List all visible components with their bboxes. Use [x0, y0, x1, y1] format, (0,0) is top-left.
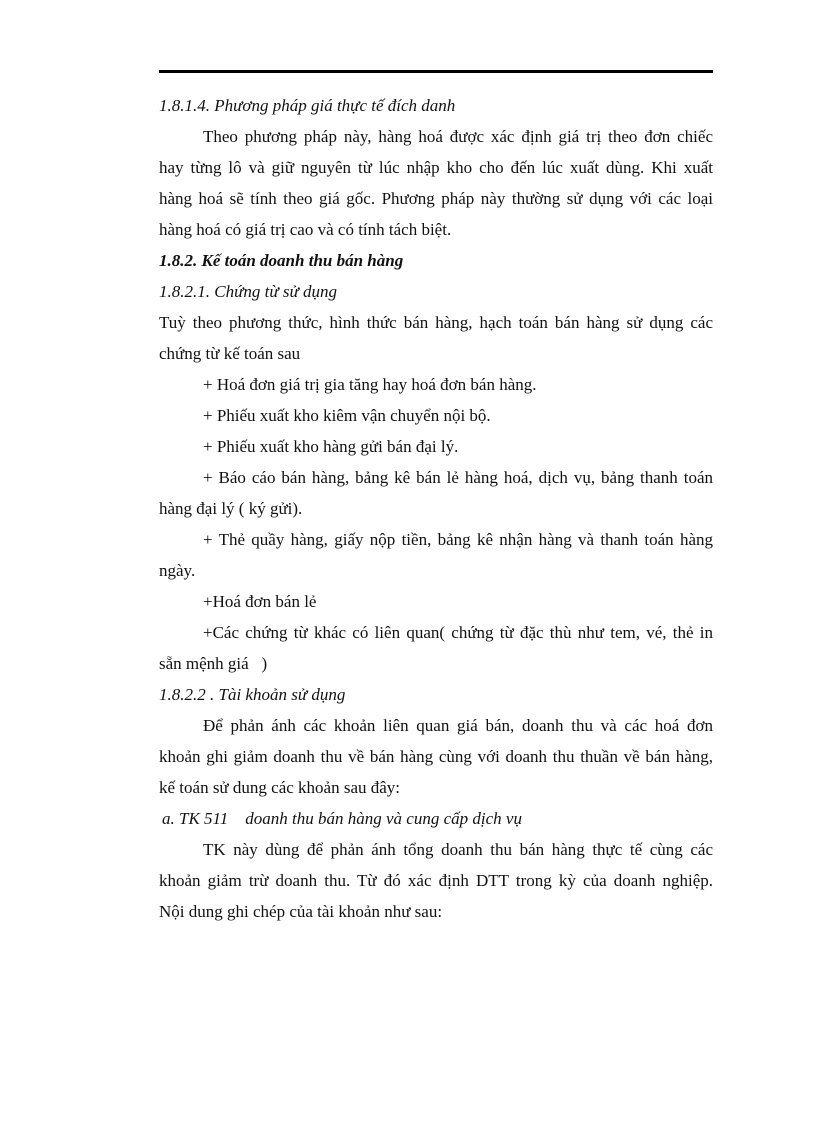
paragraph-line: khoản ghi giảm doanh thu về bán hàng cùng với doanh thu thuần về bán hàng, — [159, 747, 713, 766]
paragraph-line: hay từng lô và giữ nguyên từ lúc nhập kho cho đến lúc xuất dùng. Khi xuất — [159, 158, 713, 177]
paragraph-line: chứng từ kế toán sau — [159, 344, 301, 363]
list-item: + Phiếu xuất kho kiêm vận chuyển nội bộ. — [203, 406, 491, 425]
paragraph-line: Nội dung ghi chép của tài khoản như sau: — [159, 902, 443, 921]
paragraph-line: khoản giảm trừ doanh thu. Từ đó xác định DTT trong kỳ của doanh nghiệp. — [159, 871, 713, 890]
heading-1-8-1-4: 1.8.1.4. Phương pháp giá thực tế đích danh — [159, 96, 456, 115]
paragraph-line: hàng hoá sẽ tính theo giá gốc. Phương pháp này thường sử dụng với các loại — [159, 189, 713, 208]
list-item: + Thẻ quầy hàng, giấy nộp tiền, bảng kê nhận hàng và thanh toán hàng — [203, 530, 713, 549]
paragraph-line: Theo phương pháp này, hàng hoá được xác định giá trị theo đơn chiếc — [203, 127, 713, 146]
paragraph-line: kế toán sử dung các khoản sau đây: — [159, 778, 401, 797]
paragraph-line: Để phản ánh các khoản liên quan giá bán, doanh thu và các hoá đơn — [203, 716, 713, 735]
heading-tk-511: a. TK 511 doanh thu bán hàng và cung cấp dịch vụ — [162, 809, 522, 828]
list-item: + Hoá đơn giá trị gia tăng hay hoá đơn bán hàng. — [203, 375, 537, 394]
list-item-continuation: hàng đại lý ( ký gửi). — [159, 499, 303, 518]
paragraph-line: TK này dùng để phản ánh tổng doanh thu bán hàng thực tế cùng các — [203, 840, 713, 859]
list-item-continuation: ngày. — [159, 561, 196, 580]
list-item: + Phiếu xuất kho hàng gửi bán đại lý. — [203, 437, 459, 456]
list-item: + Báo cáo bán hàng, bảng kê bán lẻ hàng hoá, dịch vụ, bảng thanh toán — [203, 468, 713, 487]
page-body — [159, 90, 713, 927]
heading-1-8-2-2: 1.8.2.2 . Tài khoản sử dụng — [159, 685, 346, 704]
header-rule — [159, 70, 713, 73]
paragraph-line: Tuỳ theo phương thức, hình thức bán hàng, hạch toán bán hàng sử dụng các — [159, 313, 713, 332]
paragraph-line: hàng hoá có giá trị cao và có tính tách biệt. — [159, 220, 452, 239]
list-item: +Hoá đơn bán lẻ — [203, 592, 317, 611]
heading-1-8-2: 1.8.2. Kế toán doanh thu bán hàng — [159, 251, 404, 270]
list-item-continuation: sẵn mệnh giá ) — [159, 654, 268, 673]
heading-1-8-2-1: 1.8.2.1. Chứng từ sử dụng — [159, 282, 337, 301]
list-item: +Các chứng từ khác có liên quan( chứng từ đặc thù như tem, vé, thẻ in — [203, 623, 713, 642]
